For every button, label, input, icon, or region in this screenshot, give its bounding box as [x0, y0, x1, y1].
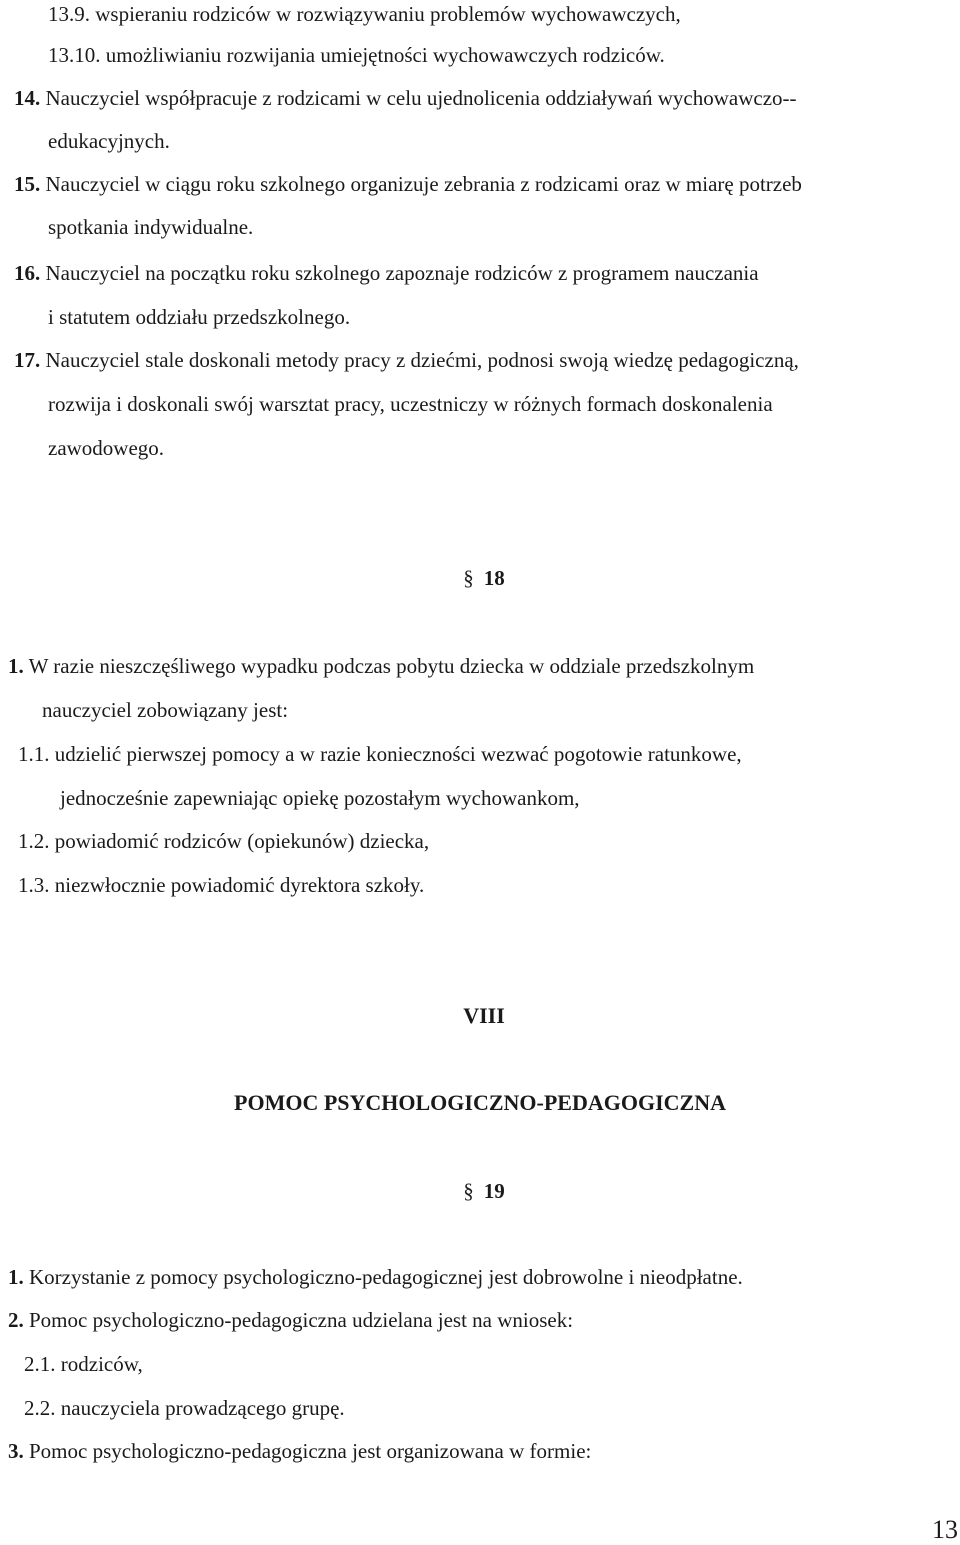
item-text: Nauczyciel na początku roku szkolnego zapoznaje rodziców z programem nauczania — [40, 261, 759, 285]
list-item — [14, 259, 759, 287]
list-item — [8, 652, 754, 680]
item-number: 17. — [14, 348, 41, 372]
list-item — [48, 0, 681, 28]
item-text: Pomoc psychologiczno-pedagogiczna udzielana jest na wniosek: — [23, 1308, 574, 1332]
section-number: 18 — [483, 566, 505, 590]
list-item — [8, 1306, 573, 1334]
list-item — [8, 1263, 743, 1291]
item-number: 15. — [14, 172, 41, 196]
list-item — [60, 784, 580, 812]
section-number: 19 — [483, 1179, 505, 1203]
item-text: spotkania indywidualne. — [48, 215, 254, 239]
item-text: 1.3. niezwłocznie powiadomić dyrektora szkoły. — [18, 873, 425, 897]
item-text: W razie nieszczęśliwego wypadku podczas pobytu dziecka w oddziale przedszkolnym — [23, 654, 755, 678]
section-symbol: § — [463, 566, 474, 590]
list-item — [18, 871, 424, 899]
item-text: edukacyjnych. — [48, 129, 170, 153]
item-text: i statutem oddziału przedszkolnego. — [48, 305, 351, 329]
list-item — [48, 41, 665, 69]
item-text: jednocześnie zapewniając opiekę pozostałym wychowankom, — [60, 786, 580, 810]
item-text: Nauczyciel stale doskonali metody pracy z dziećmi, podnosi swoją wiedzę pedagogiczną, — [40, 348, 799, 372]
list-item — [14, 84, 797, 112]
list-item — [24, 1350, 143, 1378]
item-text: Pomoc psychologiczno-pedagogiczna jest organizowana w formie: — [23, 1439, 592, 1463]
item-text: Nauczyciel w ciągu roku szkolnego organizuje zebrania z rodzicami oraz w miarę potrzeb — [40, 172, 802, 196]
list-item — [48, 303, 350, 331]
item-text: Nauczyciel współpracuje z rodzicami w celu ujednolicenia oddziaływań wychowawczo-- — [40, 86, 797, 110]
item-text: 2.1. rodziców, — [24, 1352, 143, 1376]
item-number: 2. — [8, 1308, 24, 1332]
item-text: Korzystanie z pomocy psychologiczno-pedagogicznej jest dobrowolne i nieodpłatne. — [23, 1265, 743, 1289]
item-number: 14. — [14, 86, 41, 110]
item-number: 1. — [8, 1265, 24, 1289]
chapter-title: POMOC PSYCHOLOGICZNO-PEDAGOGICZNA — [234, 1090, 726, 1115]
item-text: 2.2. nauczyciela prowadzącego grupę. — [24, 1396, 345, 1420]
item-text: zawodowego. — [48, 436, 165, 460]
item-text: 13.9. wspieraniu rodziców w rozwiązywaniu problemów wychowawczych, — [48, 2, 681, 26]
list-item — [14, 346, 799, 374]
item-text: 13.10. umożliwianiu rozwijania umiejętności wychowawczych rodziców. — [48, 43, 665, 67]
list-item — [18, 740, 742, 768]
list-item — [48, 390, 773, 418]
list-item — [8, 1437, 591, 1465]
item-text: 1.1. udzielić pierwszej pomocy a w razie konieczności wezwać pogotowie ratunkowe, — [18, 742, 742, 766]
item-number: 3. — [8, 1439, 24, 1463]
list-item — [48, 434, 164, 462]
item-text: rozwija i doskonali swój warsztat pracy, uczestniczy w różnych formach doskonalenia — [48, 392, 773, 416]
section-symbol: § — [463, 1179, 474, 1203]
chapter-number: VIII — [463, 1003, 505, 1028]
item-number: 16. — [14, 261, 41, 285]
list-item — [48, 213, 253, 241]
list-item — [14, 170, 802, 198]
section-heading-18 — [0, 564, 960, 592]
list-item — [24, 1394, 345, 1422]
list-item — [42, 696, 288, 724]
item-number: 1. — [8, 654, 24, 678]
page-number: 13 — [932, 1515, 958, 1544]
item-text: nauczyciel zobowiązany jest: — [42, 698, 289, 722]
section-heading-19 — [0, 1177, 960, 1205]
item-text: 1.2. powiadomić rodziców (opiekunów) dziecka, — [18, 829, 430, 853]
list-item — [18, 827, 429, 855]
list-item — [48, 127, 170, 155]
